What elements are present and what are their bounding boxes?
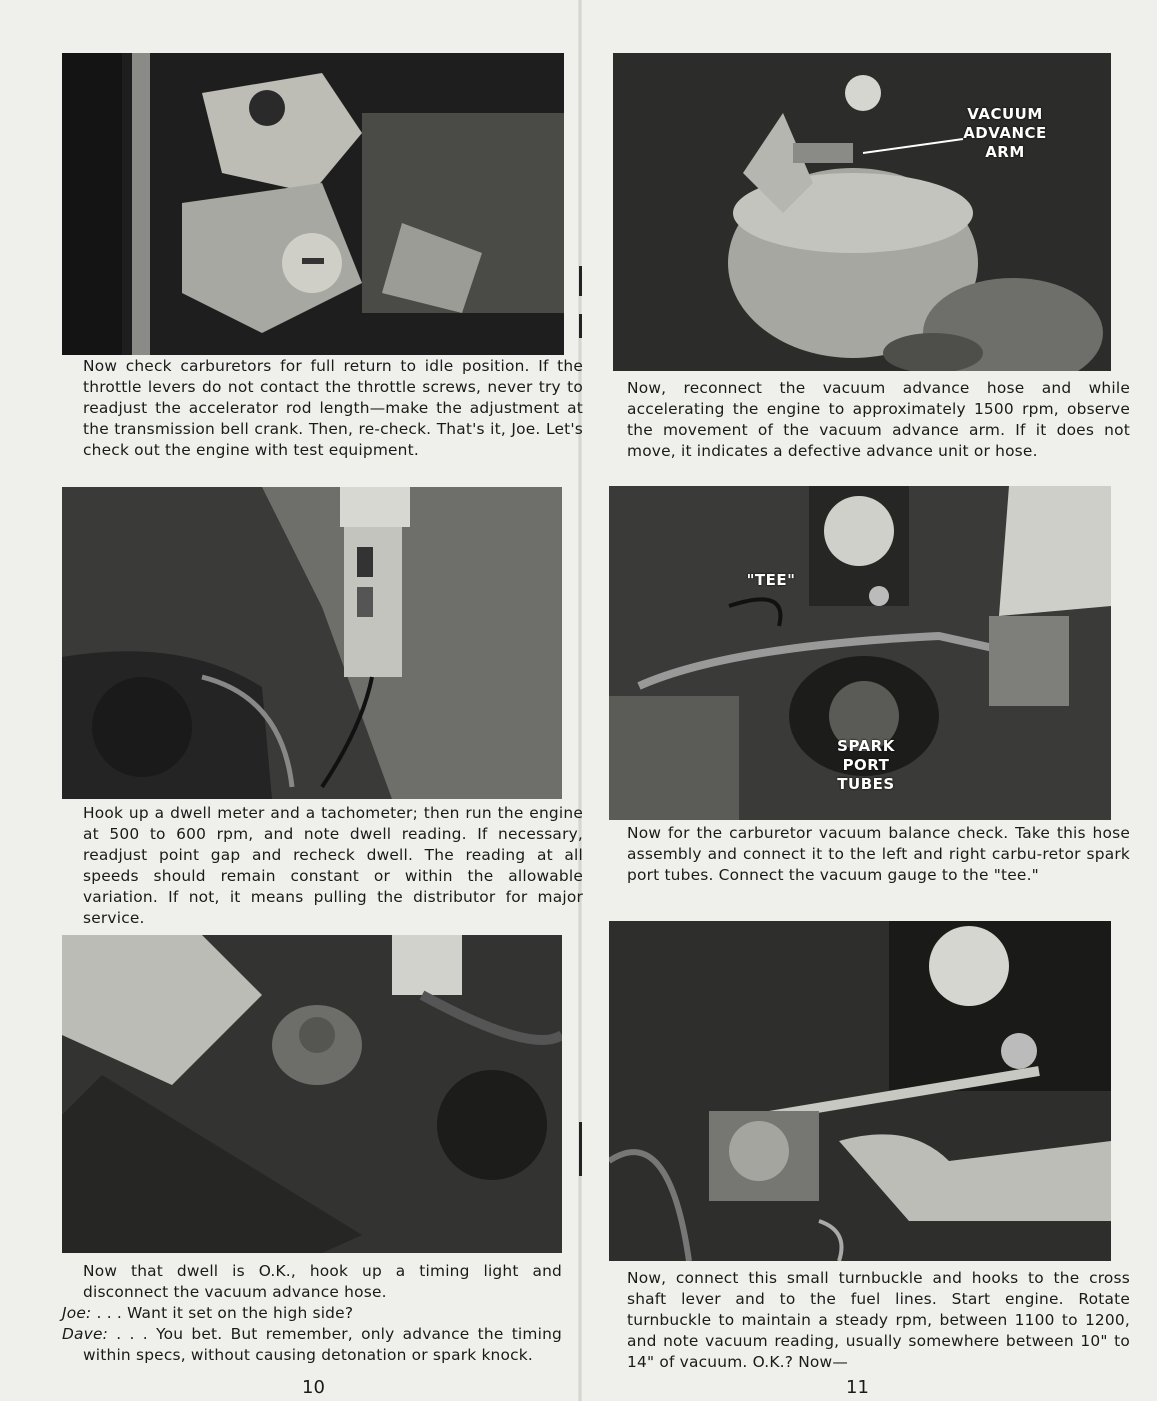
dialogue-dave — [62, 1324, 562, 1366]
caption-turnbuckle — [606, 1268, 1130, 1373]
caption-text: Now, connect this small turnbuckle and hooks to the cross shaft lever and to the fuel lines. Start engine. Rotate turnbuckle to maintain a steady rpm, between 1100 to 1200, and note vacuum reading, usually somewhere between 10" to 14" of vacuum. O.K.? Now— — [627, 1269, 1130, 1371]
photo-carburetor-linkage — [62, 53, 564, 355]
caption-vacuum-advance — [606, 378, 1130, 462]
caption-text: Hook up a dwell meter and a tachometer; then run the engine at 500 to 600 rpm, and note dwell reading. If necessary, readjust point gap and recheck dwell. The reading at all speeds should remain constant or within the allowable variation. If not, it means pulling the distributor for major service. — [83, 804, 583, 927]
caption-vacuum-balance — [606, 823, 1130, 886]
caption-dwell — [62, 803, 583, 929]
photo-turnbuckle — [609, 921, 1111, 1261]
caption-timing — [62, 1261, 562, 1366]
book-spine — [578, 0, 582, 1401]
dialogue-joe — [62, 1303, 562, 1324]
caption-text: Now that dwell is O.K., hook up a timing light and disconnect the vacuum advance hose. — [83, 1262, 562, 1301]
caption-idle-return — [62, 356, 583, 461]
caption-text: Now check carburetors for full return to idle position. If the throttle levers do not contact the throttle screws, never try to readjust the accelerator rod length—make the adjustment at the transmission bell crank. Then, re-check. That's it, Joe. Let's check out the engine with test equipment. — [83, 357, 583, 459]
dialogue-text: . . . Want it set on the high side? — [91, 1304, 354, 1322]
staple-mark — [579, 314, 582, 338]
photo-vacuum-advance — [613, 53, 1111, 371]
photo-timing-light — [62, 935, 562, 1253]
callout-tee: "TEE" — [746, 571, 796, 589]
speaker-joe: Joe: — [62, 1304, 92, 1322]
page-number-right: 11 — [846, 1377, 869, 1398]
photo-dwell-meter — [62, 487, 562, 799]
callout-vacuum-advance-arm: VACUUM ADVANCE ARM — [963, 105, 1047, 161]
caption-text: Now, reconnect the vacuum advance hose and while accelerating the engine to approximately 1500 rpm, observe the movement of the vacuum advance arm. If it does not move, it indicates a defective advance unit or hose. — [627, 379, 1130, 460]
page-number-left: 10 — [302, 1377, 325, 1398]
staple-mark — [579, 266, 582, 296]
callout-spark-port-tubes: SPARK PORT TUBES — [837, 737, 895, 793]
dialogue-text: . . . You bet. But remember, only advance the timing within specs, without causing detonation or spark knock. — [83, 1325, 562, 1364]
speaker-dave: Dave: — [62, 1325, 109, 1343]
staple-mark — [579, 1122, 582, 1176]
caption-text: Now for the carburetor vacuum balance check. Take this hose assembly and connect it to the left and right carbu-retor spark port tubes. Connect the vacuum gauge to the "tee." — [627, 824, 1130, 884]
